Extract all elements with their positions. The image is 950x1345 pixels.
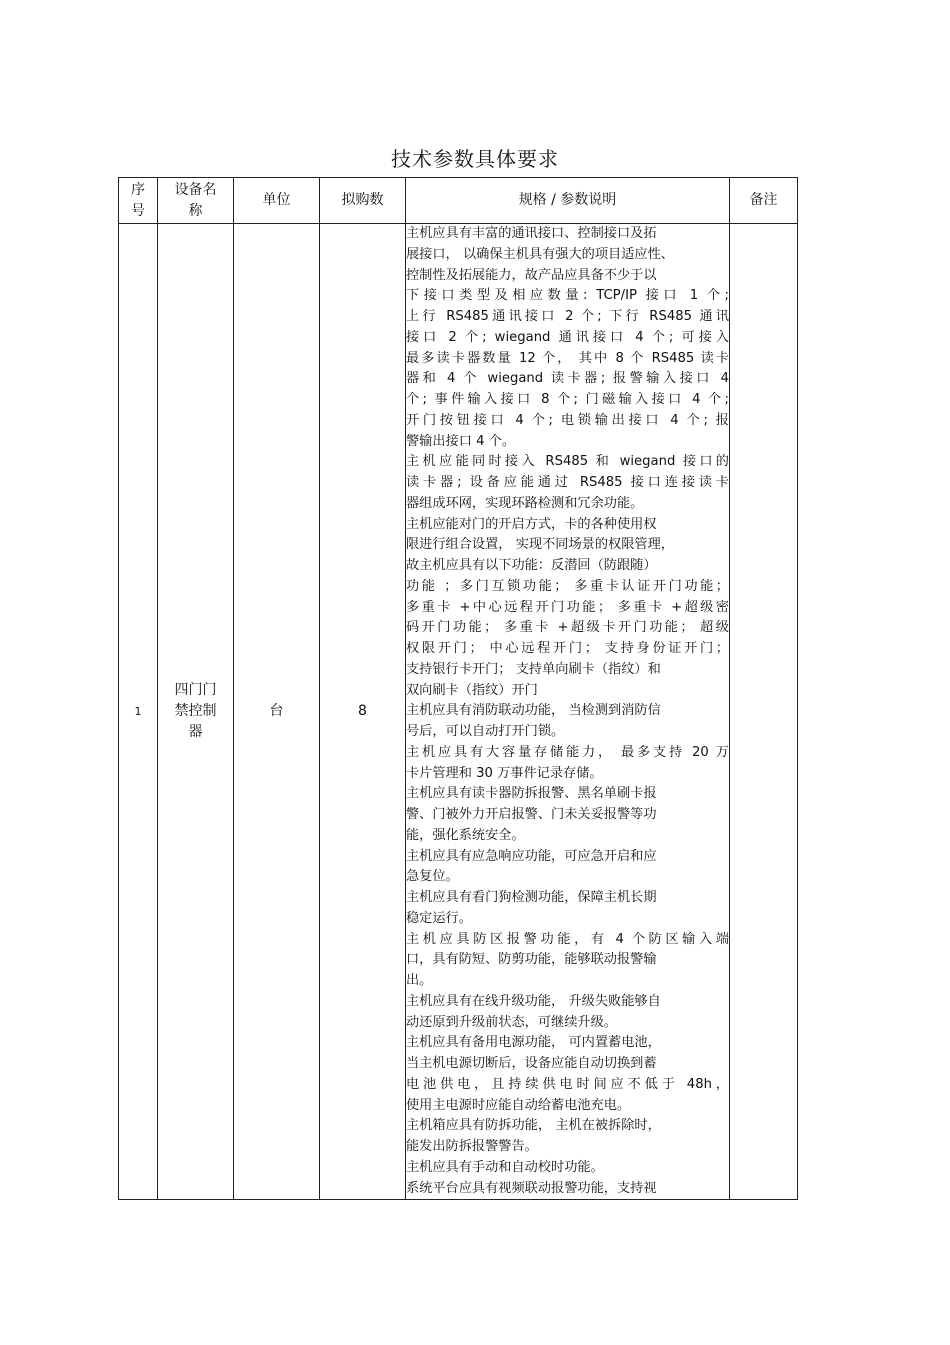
spec-line: 主机应具有读卡器防拆报警、黑名单刷卡报 — [406, 786, 657, 802]
spec-line: 能，强化系统安全。 — [406, 827, 525, 843]
spec-line: 双向刷卡（指纹）开门 — [406, 682, 538, 698]
header-equipment-name: 设备名称 — [158, 178, 234, 224]
spec-line: 权限开门； 中心远程开门； 支持身份证开门； — [406, 641, 729, 656]
spec-line: 个; 事件输入接口 8 个; 门磁输入接口 4 个; — [406, 392, 729, 407]
spec-line: 多重卡 +中心远程开门功能； 多重卡 +超级密 — [406, 599, 729, 615]
spec-line: 号后，可以自动打开门锁。 — [406, 724, 565, 739]
spec-line: 主机应具有备用电源功能， 可内置蓄电池， — [406, 1035, 661, 1051]
spec-line: 口，具有防短、防剪功能，能够联动报警输 — [406, 952, 657, 968]
spec-line: 系统平台应具有视频联动报警功能，支持视 — [406, 1180, 657, 1196]
spec-line: 控制性及拓展能力，故产品应具备不少于以 — [406, 267, 657, 283]
spec-line: 主机应具有应急响应功能，可应急开启和应 — [406, 848, 657, 864]
spec-line: 稳定运行。 — [406, 910, 472, 926]
row-index: 1 — [119, 224, 158, 1200]
spec-line: 器和 4 个 wiegand 读卡器; 报警输入接口 4 — [406, 371, 729, 387]
spec-line: 警输出接口 4 个。 — [406, 433, 516, 449]
spec-line: 主机应具有看门狗检测功能，保障主机长期 — [406, 890, 657, 905]
spec-line: 上行 RS485通讯接口 2 个; 下行 RS485 通讯 — [406, 309, 729, 324]
spec-line: 卡片管理和 30 万事件记录存储。 — [406, 765, 603, 781]
header-note: 备注 — [730, 178, 798, 224]
spec-line: 码开门功能； 多重卡 +超级卡开门功能； 超级 — [406, 620, 729, 636]
row-spec-text — [406, 224, 730, 1200]
spec-line: 能发出防拆报警警告。 — [406, 1139, 538, 1154]
spec-line: 急复位。 — [406, 869, 459, 885]
spec-line: 故主机应具有以下功能：反潜回（防跟随） — [406, 558, 657, 573]
spec-line: 主机应能同时接入 RS485 和 wiegand 接口的 — [406, 454, 729, 470]
document-title: 技术参数具体要求 — [391, 147, 559, 171]
spec-line: 主机应具有丰富的通讯接口、控制接口及拓 — [406, 226, 657, 241]
spec-line: 主机应具有大容量存储能力， 最多支持 20 万 — [406, 744, 729, 760]
spec-line: 功能 ；多门互锁功能； 多重卡认证开门功能； — [406, 578, 729, 594]
spec-line: 当主机电源切断后，设备应能自动切换到蓄 — [406, 1056, 657, 1071]
header-unit: 单位 — [234, 178, 320, 224]
spec-line: 主机应具有消防联动功能， 当检测到消防信 — [406, 703, 661, 719]
spec-line: 支持银行卡开门； 支持单向刷卡（指纹）和 — [406, 661, 661, 677]
spec-line: 使用主电源时应能自动给蓄电池充电。 — [406, 1097, 631, 1113]
spec-line: 接口 2 个; wiegand 通讯接口 4 个; 可接入 — [406, 329, 729, 345]
spec-line: 最多读卡器数量 12 个， 其中 8 个 RS485 读卡 — [406, 350, 729, 366]
header-spec: 规格 / 参数说明 — [406, 178, 730, 224]
row-quantity: 8 — [320, 224, 406, 1200]
header-index: 序号 — [119, 178, 158, 224]
spec-line: 限进行组合设置， 实现不同场景的权限管理， — [406, 537, 674, 553]
spec-line: 主机应具有在线升级功能， 升级失败能够自 — [406, 993, 661, 1009]
spec-line: 下接口类型及相应数量: TCP/IP 接口 1 个; — [406, 288, 729, 304]
spec-line: 器组成环网，实现环路检测和冗余功能。 — [406, 495, 644, 511]
spec-line: 电池供电，且持续供电时间应不低于 48h， — [406, 1076, 729, 1092]
spec-line: 主机应能对门的开启方式，卡的各种使用权 — [406, 516, 657, 532]
row-unit: 台 — [234, 224, 320, 1200]
spec-line: 主机箱应具有防拆功能， 主机在被拆除时， — [406, 1118, 661, 1134]
spec-line: 开门按钮接口 4 个; 电锁输出接口 4 个; 报 — [406, 412, 729, 428]
spec-line: 出。 — [406, 973, 433, 988]
spec-line: 警、门被外力开启报警、门未关妥报警等功 — [406, 807, 657, 822]
spec-line: 展接口， 以确保主机具有强大的项目适应性、 — [406, 246, 674, 262]
spec-line: 主机应具有手动和自动校时功能。 — [406, 1159, 604, 1175]
spec-line: 读卡器; 设备应能通过 RS485 接口连接读卡 — [406, 475, 729, 490]
table-header-row — [119, 178, 798, 224]
spec-line: 动还原到升级前状态，可继续升级。 — [406, 1014, 617, 1030]
spec-table — [118, 177, 798, 1200]
table-row — [119, 224, 798, 1200]
row-equipment-name: 四门门禁控制器 — [158, 224, 234, 1200]
header-quantity: 拟购数 — [320, 178, 406, 224]
spec-line: 主机应具防区报警功能，有 4 个防区输入端 — [406, 931, 729, 947]
row-note — [730, 224, 798, 1200]
